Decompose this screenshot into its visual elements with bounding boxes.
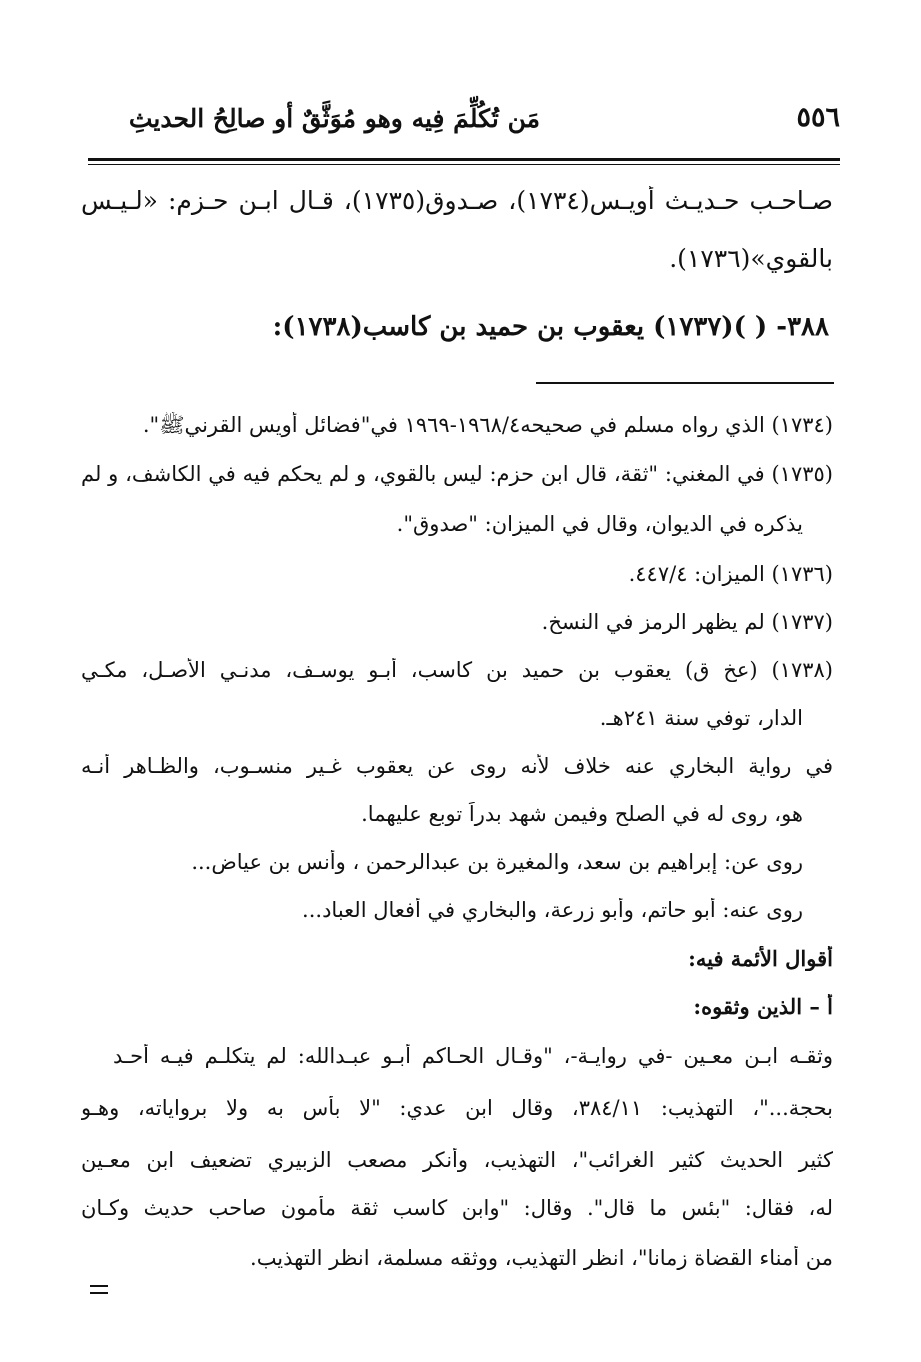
footnote-line: في رواية البخاري عنه خلاف لأنه روى عن يعقوب غـير منسـوب، والظـاهر أنـه — [81, 754, 833, 778]
running-title: مَن تُكُلِّمَ فِيه وهو مُوَثَّقٌ أو صالِحُ الحديثِ — [128, 104, 540, 133]
footnote-line: الدار، توفي سنة ٢٤١هـ. — [599, 706, 803, 730]
footnote-subheading: أقوال الأئمة فيه: — [688, 946, 833, 971]
footnote-line: (١٧٣٦) الميزان: ٤٤٧/٤. — [628, 562, 833, 586]
header-rule-thin — [88, 164, 840, 165]
footnote-separator — [536, 382, 834, 384]
page-header — [88, 96, 840, 156]
footnote-line: وثقـه ابـن معـين -في روايـة-، "وقـال الحـاكم أبـو عبـدالله: لم يتكلـم فيـه أحـد — [113, 1044, 833, 1068]
footnote-line: روى عن: إبراهيم بن سعد، والمغيرة بن عبدالرحمن ، وأنس بن عياض... — [191, 850, 803, 874]
footnote-line: يذكره في الديوان، وقال في الميزان: "صدوق". — [396, 512, 803, 536]
footnote-line: هو، روى له في الصلح وفيمن شهد بدراً توبع عليهما. — [361, 802, 803, 826]
footnote-line: روى عنه: أبو حاتم، وأبو زرعة، والبخاري في أفعال العباد... — [302, 898, 803, 922]
footnote-line: من أمناء القضاة زمانا"، انظر التهذيب، ووثقه مسلمة، انظر التهذيب. — [250, 1246, 833, 1270]
footnote-line: بحجة..."، التهذيب: ٣٨٤/١١، وقال ابن عدي: "لا بأس به ولا برواياته، وهـو — [81, 1096, 833, 1120]
footnote-line: كثير الحديث كثير الغرائب"، التهذيب، وأنكر مصعب الزبيري تضعيف ابن معـين — [81, 1148, 833, 1172]
footnote-line: (١٧٣٥) في المغني: "ثقة، قال ابن حزم: ليس بالقوي، و لم يحكم فيه في الكاشف، و لم — [81, 462, 833, 486]
footnote-line: له، فقال: "بئس ما قال". وقال: "وابن كاسب ثقة مأمون صاحب حديث وكـان — [81, 1196, 833, 1220]
footnote-line: (١٧٣٧) لم يظهر الرمز في النسخ. — [541, 610, 833, 634]
entry-heading: ٣٨٨- ( )(١٧٣٧) يعقوب بن حميد بن كاسب(١٧٣٨): — [272, 312, 829, 342]
footnote-subheading: أ – الذين وثقوه: — [693, 994, 833, 1019]
header-rule — [88, 158, 840, 161]
body-line-2: بالقوي»(١٧٣٦). — [669, 244, 833, 273]
footnote-line: (١٧٣٨) (عخ ق) يعقوب بن حميد بن كاسب، أبـو يوسـف، مدنـي الأصـل، مكـي — [81, 658, 833, 682]
footnote-line: (١٧٣٤) الذي رواه مسلم في صحيحه١٩٦٨/٤-١٩٦٩ في"فضائل أويس القرنيﷺ". — [142, 413, 833, 437]
page-number: ٥٥٦ — [796, 102, 840, 133]
body-line-1: صـاحـب حـديـث أويـس(١٧٣٤)، صـدوق(١٧٣٥)، قـال ابـن حـزم: «لـيـس — [81, 186, 833, 215]
continuation-mark — [90, 1285, 108, 1294]
